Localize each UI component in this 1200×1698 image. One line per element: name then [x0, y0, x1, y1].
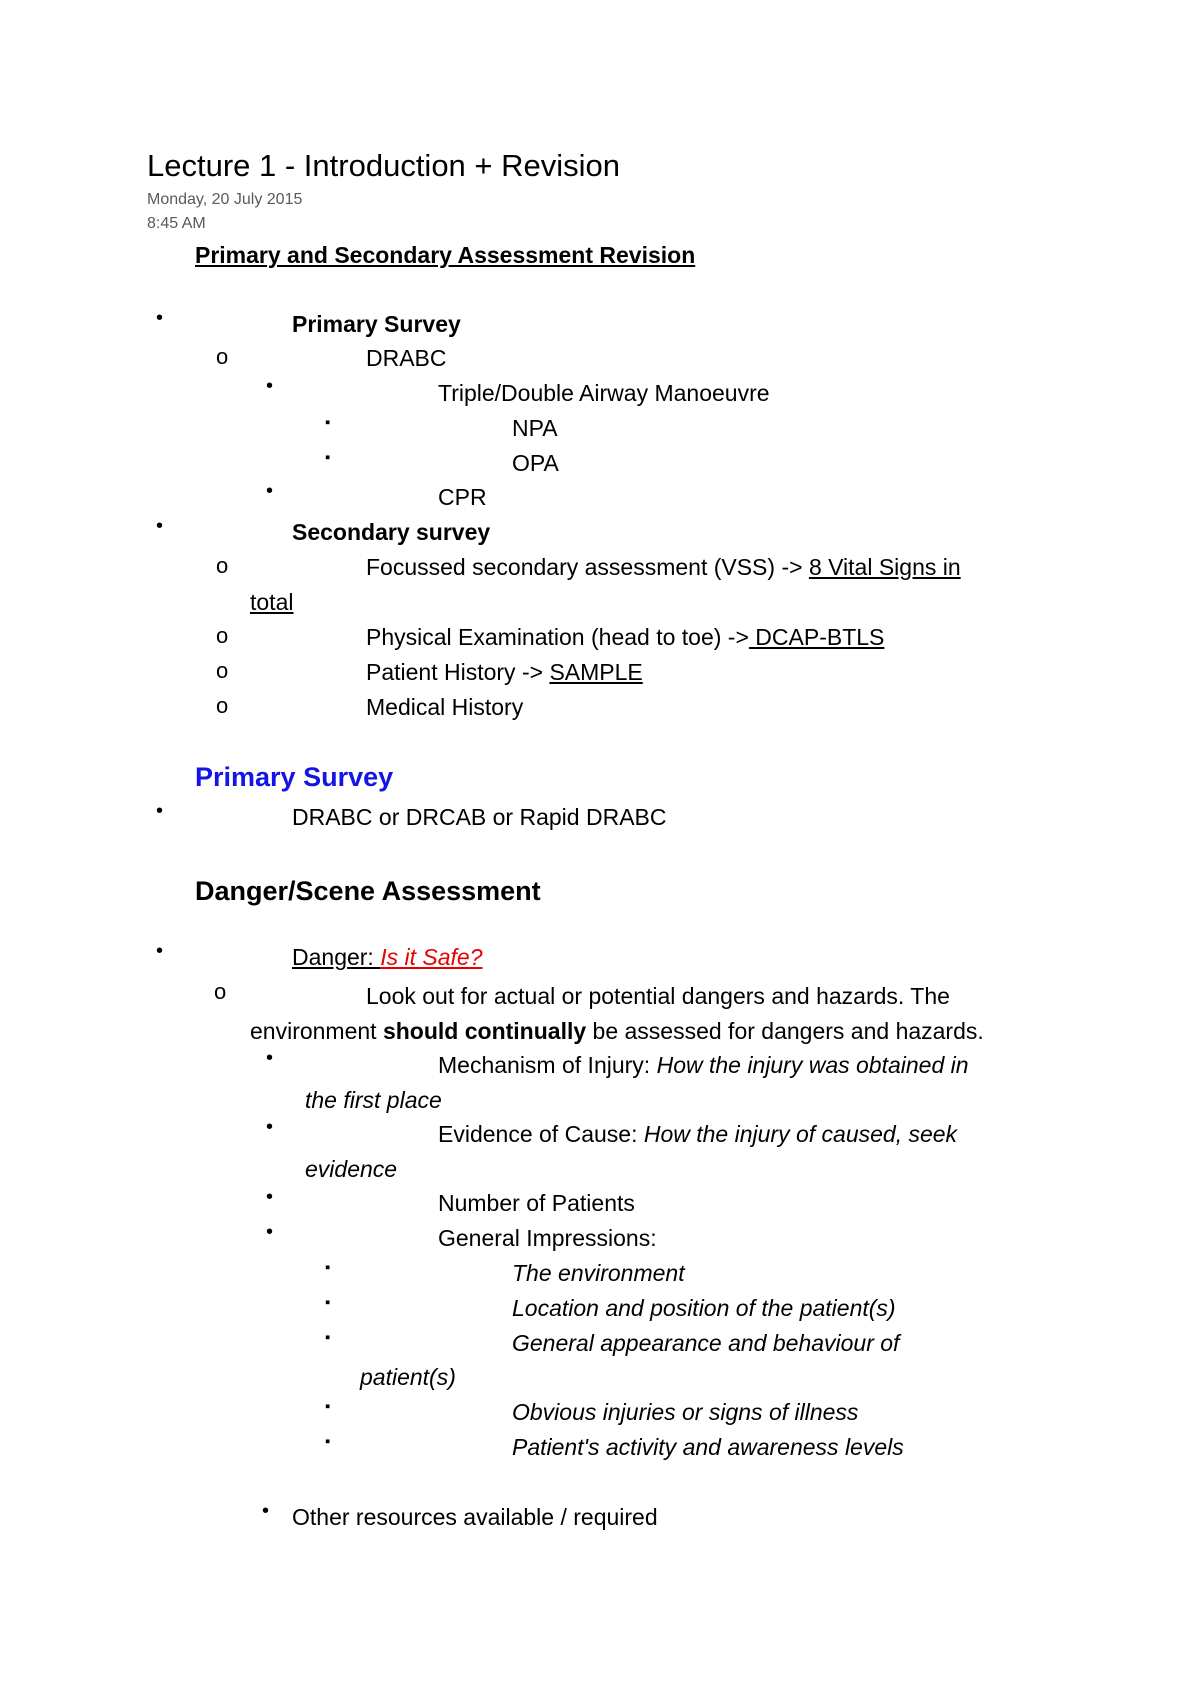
focussed-text: Focussed secondary assessment (VSS) ->	[366, 554, 809, 580]
moi-label: Mechanism of Injury:	[438, 1052, 657, 1078]
drabc-options: DRABC or DRCAB or Rapid DRABC	[292, 804, 667, 830]
bullet-square: ▪	[325, 1294, 331, 1311]
other-resources: Other resources available / required	[292, 1504, 658, 1530]
outline-focussed	[366, 554, 961, 581]
bullet-disc: •	[266, 375, 274, 397]
bullet-disc: •	[156, 307, 164, 329]
outline-drabc: DRABC	[366, 345, 447, 371]
bullet-square: ▪	[325, 449, 331, 466]
bullet-square: ▪	[325, 1259, 331, 1276]
lookout-text-c: be assessed for dangers and hazards.	[586, 1018, 984, 1044]
primary-survey-heading: Primary Survey	[195, 762, 394, 792]
gi-item-injuries: Obvious injuries or signs of illness	[512, 1399, 859, 1425]
page-time: 8:45 AM	[147, 215, 206, 232]
bullet-circle: o	[216, 693, 229, 718]
outline-primary-survey: Primary Survey	[292, 311, 461, 337]
bullet-disc: •	[266, 1047, 274, 1069]
eoc-label: Evidence of Cause:	[438, 1121, 644, 1147]
page-date: Monday, 20 July 2015	[147, 191, 303, 208]
bullet-disc: •	[156, 515, 164, 537]
outline-secondary-survey: Secondary survey	[292, 519, 491, 545]
eoc-text: How the injury of caused, seek	[643, 1121, 958, 1147]
is-it-safe: Is it Safe?	[380, 944, 483, 970]
outline-physical	[366, 624, 884, 651]
bullet-disc: •	[156, 800, 164, 822]
eoc-line	[438, 1121, 957, 1148]
outline-focussed-cont: total	[250, 589, 294, 615]
outline-airway: Triple/Double Airway Manoeuvre	[438, 380, 770, 406]
outline-opa: OPA	[512, 450, 559, 476]
danger-label: Danger:	[292, 944, 381, 970]
moi-line	[438, 1052, 969, 1079]
gi-item-activity: Patient's activity and awareness levels	[512, 1434, 904, 1460]
general-impressions: General Impressions:	[438, 1225, 657, 1251]
danger-heading: Danger/Scene Assessment	[195, 876, 541, 906]
outline-npa: NPA	[512, 415, 558, 441]
bullet-disc: •	[262, 1500, 270, 1522]
bullet-circle: o	[216, 623, 229, 648]
bullet-disc: •	[156, 940, 164, 962]
bullet-square: ▪	[325, 1398, 331, 1415]
bullet-circle: o	[214, 979, 227, 1004]
sample-link: SAMPLE	[549, 659, 643, 685]
moi-line-cont: the first place	[305, 1087, 442, 1113]
outline-history	[366, 659, 643, 686]
bullet-square: ▪	[325, 1433, 331, 1450]
physical-text: Physical Examination (head to toe) ->	[366, 624, 749, 650]
gi-item-environment: The environment	[512, 1260, 685, 1286]
bullet-disc: •	[266, 1186, 274, 1208]
bullet-square: ▪	[325, 1329, 331, 1346]
outline-medical-history: Medical History	[366, 694, 524, 720]
lookout-line-2	[250, 1018, 984, 1045]
bullet-disc: •	[266, 1116, 274, 1138]
gi-item-location: Location and position of the patient(s)	[512, 1295, 896, 1321]
page-title: Lecture 1 - Introduction + Revision	[147, 148, 621, 183]
lookout-line-1: Look out for actual or potential dangers and hazards. The	[366, 983, 950, 1009]
bullet-circle: o	[216, 344, 229, 369]
moi-text: How the injury was obtained in	[656, 1052, 969, 1078]
bullet-disc: •	[266, 480, 274, 502]
gi-item-appearance-cont: patient(s)	[360, 1364, 456, 1390]
main-heading: Primary and Secondary Assessment Revision	[195, 242, 696, 268]
dcap-link: DCAP-BTLS	[748, 624, 885, 650]
outline-cpr: CPR	[438, 484, 487, 510]
bullet-circle: o	[216, 658, 229, 683]
bullet-circle: o	[216, 553, 229, 578]
lookout-text-bold: should continually	[382, 1018, 587, 1044]
bullet-disc: •	[266, 1221, 274, 1243]
lookout-text-a: environment	[250, 1018, 383, 1044]
gi-item-appearance: General appearance and behaviour of	[512, 1330, 900, 1356]
bullet-square: ▪	[325, 414, 331, 431]
eoc-line-cont: evidence	[305, 1156, 398, 1182]
vital-signs-link: 8 Vital Signs in	[808, 554, 961, 580]
num-patients: Number of Patients	[438, 1190, 635, 1216]
history-text: Patient History ->	[366, 659, 550, 685]
danger-line	[292, 944, 483, 971]
